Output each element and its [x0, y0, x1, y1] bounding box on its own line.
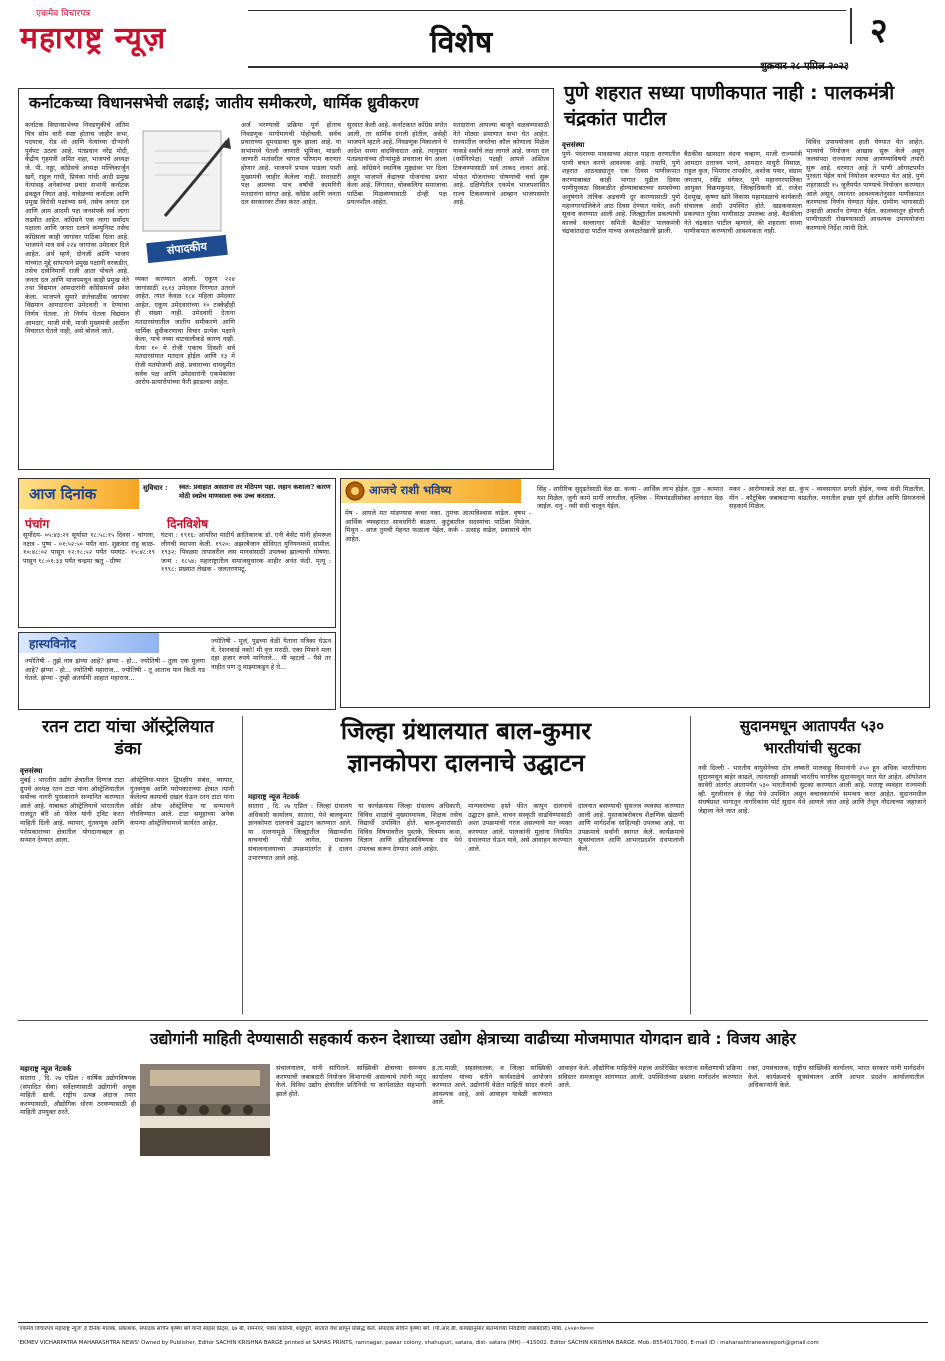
rashi-col-2: सिंह - शारीरिक सुदृढतेसाठी वेळ द्या. कन्या - आर्थिक लाभ होईल. तूळ - कामात यश मिळेल, जुनी कामे मार्गी लागतील. वृश्चिक - मित्रमंडळींसोबत आनंदात वेळ जाईल. धनु - नवी संधी चालून येईल. — [537, 485, 723, 511]
today-banner — [19, 479, 139, 509]
issue-date: शुक्रवार २८ एप्रिल २०२३ — [760, 61, 849, 72]
today-label: आज दिनांक — [29, 485, 97, 503]
water-headline: पुणे शहरात सध्या पाणीकपात नाही : पालकमंत्री चंद्रकांत पाटील — [564, 82, 895, 130]
editorial-badge: संपादकीय — [146, 235, 228, 263]
lead-col-2: व्यक्त करण्यात आली. एकूण २२४ जागांसाठी २६१३ उमेदवार रिंगणात उतरले आहेत. त्यात केवळ १८४ महिला उमेदवार आहेत. एकूण उमेदवारांच्या १० टक्केहीही ही संख्या नाही. उमेदवारी देताना मतदारसंघातील जातीय समीकरणे आणि धार्मिक ध्रुवीकरणाचा विचार प्रत्येक पक्षाने केला, याचे नव्या वाटचालीकडे कारण नाही. येत्या १० मे रोजी एकाच दिवशी सर्व मतदारसंघात मतदान होईल आणि १३ मे रोजी मतमोजणी आहे. प्रचाराच्या धामधुमीत सर्वच पक्ष आणि उमेदवारांनी एकमेकांवर आरोप-प्रत्यारोपांच्या फैरी झाडल्या आहेत. — [135, 275, 235, 387]
sudan-headline-2: भारतीयांची सुटका — [763, 739, 861, 757]
rashi-label: आजचे राशी भविष्य — [369, 483, 452, 497]
imprint-marathi: 'एकमेव विचारपत्र महाराष्ट्र न्यूज' हे दैनिक मालक, प्रकाशक, संपादक सचिन कृष्णा बर्गे यांनी साहस प्रिंट्स, ६७ बी, रामनगर, पवार कॉलनी, शाहुपुरी, सातारा येथे छापून प्रसिद्ध केले. संपादक सचिन कृष्णा बर्गे. (पी.आर.बी. कायद्यानुसार बातम्यांच्या निवडीची जबाबदारी) मोबा. ८५५४०१७००० — [18, 1326, 594, 1332]
library-col-3: मान्यवरांच्या हस्ते फीत कापून दालनाचे उद्घाटन झाले. वाचन संस्कृती वाढविण्यासाठी अशा उपक्रमांची गरज असल्याचे मत व्यक्त करण्यात आले. पालकांनी मुलांना नियमित ग्रंथालयात घेऊन यावे, असे आवाहन करण्यात आले. — [468, 802, 572, 853]
library-story — [246, 716, 686, 1014]
zodiac-wheel-icon — [345, 481, 365, 501]
humor-box — [18, 632, 336, 710]
library-col-2: या कार्यक्रमास जिल्हा ग्रंथालय अधिकारी, विविध शाळांचे मुख्याध्यापक, शिक्षक तसेच विद्यार्थी उपस्थित होते. बाल-कुमारांसाठी विविध विषयांवरील पुस्तके, चित्रमय कथा, विज्ञान आणि इतिहासविषयक ग्रंथ येथे उपलब्ध करून देण्यात आले आहेत. — [358, 802, 462, 853]
lead-col-1: कर्नाटक विधानसभेच्या निवडणुकीचे अंतिम चित्र सोम वारी स्पष्ट होताच जाहीर सभा, पदयात्रा, रोड शो आणि नेत्यांच्या दौऱ्यांनी पूर्वपट उठला आहे. पंतप्रधान नरेंद्र मोदी, केंद्रीय गृहमंत्री अमित शहा, भाजपचे अध्यक्ष जे. पी. नड्डा, काँग्रेसचे अध्यक्ष मल्लिकार्जुन खर्गे, राहुल गांधी, प्रियंका गांधी आदी प्रमुख नेत्यांसह अनेकांच्या प्रचार सभांनी कर्नाटक ढवळून निघत आहे. यावेळच्या कर्नाटक आणि प्रमुख विरोधी पक्षांच्या सर्व, तसेच जनता दल आणि आम आदमी पक्ष जनसंपर्क सर्व जागा लढवीत आहेत. काँग्रेसने एक जागा सर्वोदय पक्षाला आणि जनता दलाने कम्युनिस्ट तसेच काँग्रेसला काही जागांवर पाठिंबा दिला आहे. भाजपने मात्र सर्व २२४ जागांवर उमेदवार दिले आहेत. अर्थ म्हणे, दोनजी आणि भाजप यांच्यात मुद्दे सांपत्याने प्रमुख पक्षांनी वरकडीत, तसेच दावेनिमार्णे राजी आता पोचले आहे. जनता दल आणि भाजपमधून काही प्रमुख नेते तथा विद्यमान आमदारांनी काँग्रेसमध्ये प्रवेश केला. भाजपने सुमारे सत्तेचाळीस जागांवर विद्यमान आमदारांना उमेदवारी न देण्याचा निर्णय घेतला. तो निर्णय घेतला विद्यमान आमदार, माजी मंत्री, माजी मुख्यमंत्री आर्दीना विचारात घेतले नाही, असे बोलले जाते. — [25, 121, 129, 336]
bottom-story — [18, 1024, 928, 1318]
library-headline-1: जिल्हा ग्रंथालयात बाल-कुमार — [340, 717, 592, 745]
panchang-text: सूर्योदय- ०५:४३:२१ सूर्यास्त १८:५८:१५ दिवस - चांगला, नक्षत्र - पुष्य - ०१:५२:५० पर्यंत वार- शुक्रवार राहु काळ- १०:४८:०२ पासून १२:१८:५२ पर्यंत यमघंट- १५:४८:१९ पासून १८:०१:३३ पर्यंत चन्द्रमा ऋतु - ग्रीष्म — [23, 531, 155, 565]
humor-banner — [19, 633, 159, 653]
dinvishesh-label: दिनविशेष — [167, 517, 209, 531]
bottom-col-2: संचालनालय, यांनी सांगितले. सांख्यिकी क्षेत्राच्या समन्वय करण्याची जबाबदारी नियोजन विभागाची असल्याचे त्यांनी नमूद केले. विविध उद्योग क्षेत्रांतील प्रतिनिधी या कार्यशाळेत सहभागी झाले होते. — [276, 1064, 426, 1098]
rashi-box — [340, 478, 930, 708]
bottom-col-3: ह.ता.माळी, सहसंचालक, व जिल्हा सांख्यिकी कार्यालय यांच्या वतीने कार्यशाळेचे आयोजन करण्यात आले. उद्योगांनी वेळेत माहिती सादर करणे आवश्यक आहे, असे आवाहन यावेळी करण्यात आले. — [432, 1064, 552, 1107]
tagline: एकमेव विचारपत्र — [36, 9, 91, 19]
water-dateline: वृत्तसंस्था — [562, 140, 585, 149]
thought-label: सुविचार : — [143, 483, 168, 492]
humor-col-2: ज्योतिषी - मुलं, पुढच्या वेळी येताना पत्रिका घेऊन ये. रेशनकार्ड नको! मी वृत्त मराठी. एका मित्राने मला दहा हजार रुपये मागितले... मी म्हटलो - पैसे तर नाहीत पण तू माझ्याकडून हे घे... — [211, 637, 331, 671]
bottom-dateline: महाराष्ट्र न्यूज नेटवर्क — [20, 1064, 72, 1073]
sudan-col-1: नवी दिल्ली - भारतीय वायुसेनेच्या दोन लष्करी मालवाहू विमानांनी २५० हून अधिक भारतीयांना सुदानमधून बाहेर काढले, त्यानंतरही आणखी भारतीय नागरिक सुदानमधून परत येत आहेत. ऑपरेशन कावेरी अंतर्गत आतापर्यंत ५३० भारतीयांची सुटका करण्यात आली आहे. परराष्ट्र व्यवहार राज्यमंत्री व्ही. मुरलीधरन हे जेद्दा येथे उपस्थित असून बचावकार्याचे समन्वय करत आहेत. सुदानमधील संघर्षग्रस्त भागातून नागरिकांना पोर्ट सुदान येथे आणले जात आहे आणि तेथून नौदलाच्या जहाजाने जेद्दाला नेले जात आहे. — [698, 764, 926, 815]
masthead-logo: महाराष्ट्र न्यूज़ — [20, 21, 167, 56]
water-col-2: बैठकीस खासदार वंदना चव्हाण, माजी राज्यमंत्री आमदार दत्तात्रय भरणे, आमदार माधुरी मिसाळ, राहुल कुल, भिमराव तापकीर, अशोक पवार, संग्राम जगताप, रवींद्र धंगेकर, पुणे महानगरपालिका आयुक्त विक्रमकुमार, जिल्हाधिकारी डॉ. राजेश देशमुख, कृष्णा खोरे विकास महामंडळाचे कार्यकारी संचालक आदी उपस्थित होते. खडकवासला प्रकल्पात पुरेसा पाणीसाठा उपलब्ध आहे. बैठकीला नेते चंद्रकांत पाटील म्हणाले, की शहराला सध्या पाणीकपात करण्याची आवश्यकता नाही. — [684, 150, 802, 236]
section-title: विशेष — [430, 25, 493, 60]
page-number: २ — [870, 11, 888, 51]
library-headline-2: ज्ञानकोपरा दालनाचे उद्घाटन — [347, 749, 585, 777]
sudan-headline-1: सुदानमधून आतापर्यंत ५३० — [739, 717, 885, 735]
tata-dateline: वृत्तसंस्था — [20, 766, 43, 775]
bottom-col-4: आवाहन केले. औद्योगिक माहितीचे महत्त्व अधोरेखित करताना सर्वेक्षणाची प्रक्रिया सविस्तर समजावून सांगण्यात आली. उपस्थितांच्या प्रश्नांना मार्गदर्शन करण्यात आले. — [558, 1064, 742, 1090]
bottom-col-1: सातारा , दि. २७ एप्रिल : वार्षिक उद्योगविषयक (संपादित सेवा) सर्वेक्षणासाठी उद्योगांनी अचूक माहिती द्यावी. राष्ट्रीय उत्पन्न अंदाज तयार करण्यासाठी, औद्योगिक धोरण ठरवण्यासाठी ही माहिती उपयुक्त ठरते. — [20, 1074, 136, 1117]
tata-col-2: ऑस्ट्रेलिया-भारत द्विपक्षीय संबंध, व्यापार, गुंतवणूक आणि परोपकाराच्या क्षेत्रात त्यांनी केलेल्या कामाची दखल घेऊन रतन टाटा यांना ऑर्डर ऑफ ऑस्ट्रेलिया या सन्मानाने गौरविण्यात आले. टाटा समूहाच्या अनेक कंपन्या ऑस्ट्रेलियामध्ये कार्यरत आहेत. — [130, 776, 234, 827]
humor-col-1: ज्योतिषी - तुझे नाव झंप्या आहे? झंप्या - हो... ज्योतिषी - तुला एक मुलगा आहे? झंप्या - हो... ज्योतिषी महाराज... ज्योतिषी - तू आताच पान किती गड घेतले. झंप्या - तुम्ही अंतर्यामी आहात महाराज... — [25, 657, 205, 683]
tata-col-1: मुंबई : भारतीय उद्योग क्षेत्रातील दिग्गज टाटा ग्रुपचे अध्यक्ष रतन टाटा यांना ऑस्ट्रेलियातील सर्वोच्च नागरी पुरस्काराने सन्मानित करण्यात आले आहे. याबाबत ऑस्ट्रेलियाचे भारतातील राजदूत बॅरी ओ फॅरेल यांनी ट्विट करत माहिती दिली आहे. व्यापार, गुंतवणूक आणि परोपकाराच्या क्षेत्रातील योगदानाबद्दल हा सन्मान देण्यात आला. — [20, 776, 124, 845]
tata-story — [18, 716, 238, 1014]
library-col-1: सातारा , दि. २७ एप्रिल : जिल्हा ग्रंथालय अधिकारी कार्यालय, सातारा, येथे बालकुमार ज्ञानकोपरा दालनाचे उद्घाटन करण्यात आले. या दालनामुळे जिल्ह्यातील विद्यार्थ्यांना वाचनाची गोडी लागेल. ग्रंथालय संचालनालयाच्या उपक्रमांतर्गत हे दालन उभारण्यात आले आहे. — [248, 802, 352, 862]
bottom-headline: उद्योगांनी माहिती देण्यासाठी सहकार्य करुन देशाच्या उद्योग क्षेत्राच्या वाढीच्या मोजमापात योगदान द्यावे : विजय आहेर — [150, 1030, 796, 1048]
lead-col-3: अर्ज भरण्याची प्रक्रिया पूर्ण होताच निवडणूक मागोमागची पोहोचली. सर्वच प्रचाराच्या धूमधडाका सुरू झाला आहे. या सभांमध्ये घेतली जाणारी भूमिका, मांडली जाणारी मतांवरील चांगल परिणाम करणार होणार आहे. भाजपने प्रभाव पाडला पाशी मुख्यमंत्री जाहीर केलेला नाही. सत्ताधारी पक्ष आमच्या पाच वर्षांची कामगिरी मतदारांना सांगत आहे. काँग्रेस आणि जनता दल सरकारवर टीका करत आहेत. — [241, 121, 341, 207]
sudan-story — [696, 716, 928, 1014]
lead-headline: कर्नाटकच्या विधानसभेची लढाई; जातीय समीकरणे, धार्मिक ध्रुवीकरण — [29, 94, 419, 112]
lead-col-5: मतदारांना आपल्या बाजूने वळवण्यासाठी नेते मोठ्या प्रमाणात सभा घेत आहेत. राज्यातील जनतेचा कौल कोणाला मिळेल याकडे सर्वांचे लक्ष लागले आहे. जनता दल (धर्मनिरपेक्ष) पक्षही आपले अस्तित्व टिकवण्यासाठी सर्व ताकद लावत आहे. मोफत योजनांच्या घोषणांची चर्चा सुरू आहे. दक्षिणेतील एकमेव भाजपशासित राज्य टिकवण्याचे आव्हान भाजपसमोर आहे. — [453, 121, 549, 207]
dinvishesh-text: घटना : १९१६: आयरिश मादीर्य क्रांतिकारक डॉ. एनी बेसेंट यांनी होमरूल लीगची स्थापना केली. १९२०: अझरबैजान सोविएत युनियनमध्ये सामील. १९३२: पिवळ्या तापावरील लस मानवांसाठी उपलब्ध झाल्याची घोषणा. जन्म : १८५४: महाराष्ट्रातील समाजसुधारक शाहीर अनंत फंदी. मृत्यू : १९९८: प्रख्यात लेखक - जलतरणपटू. — [161, 531, 331, 574]
library-dateline: महाराष्ट्र न्यूज नेटवर्क — [248, 792, 300, 801]
imprint-english: 'EKMEV VICHARPATRA MAHARASHTRA NEWS' Owned by Publisher, Editor SACHIN KRISHNA BARGE printed at SAHAS PRINTS, ramnagar, pawar colony, shahupuri, satara, dist- satara (MH) - 415002. Editor SACHIN KRISHNA BARGE. Mob. 8554017000, E-mail ID : maharashtranewsreport@gmail.com — [18, 1340, 819, 1346]
humor-label: हास्यविनोद — [29, 637, 77, 651]
thought-text: स्वत: प्रवाहात असताना तर मोठेपण पहा. लहान कशाला? कारण मोठी स्वप्नेच माणसाला रुक उच्च करतात. — [179, 483, 331, 500]
tata-headline: रतन टाटा यांचा ऑस्ट्रेलियात डंका — [42, 717, 214, 759]
imprint-footer — [18, 1326, 928, 1356]
editorial-art — [135, 121, 235, 271]
library-col-4: दालनात बसण्याची सुसज्ज व्यवस्था करण्यात आली आहे. पुस्तकांबरोबरच शैक्षणिक खेळणी आणि मार्गदर्शक साहित्यही उपलब्ध आहे. या उपक्रमाचे सर्वांनी स्वागत केले. कार्यक्रमाचे सूत्रसंचालन आणि आभारप्रदर्शन ग्रंथपालांनी केले. — [578, 802, 684, 853]
water-col-3: विविध उपाययोजना हाती घेण्यात येत आहेत. भान्यांचे नियोजन आखाव सुरू केले असून जलसंपदा राज्याला त्याचा आणण्याविषयी तयारी सुरू आहे. धरणात आहे ते पाणी ऑगस्टपर्यंत पुरवता येईल याचे नियोजन करण्यात येत आहे. पुणे शहरासाठी १५ जुलैपर्यंत पाण्याचे नियोजन करण्यात आले असून, त्यानंतर आवश्यकतेनुसार पाणीकपात करण्याचा निर्णय घेण्यात येईल. ग्रामीण भागासाठी उन्हाळी आवर्तन देण्यात येईल. कालव्यातून होणारी पाणीगळती रोखण्यासाठी आवश्यक उपाययोजना करण्याचे निर्देश त्यांनी दिले. — [806, 138, 924, 232]
masthead — [0, 0, 945, 82]
event-photo — [140, 1064, 270, 1156]
bottom-col-5: रक्त, उपसंचालक, राष्ट्रीय सांख्यिकी कार्यालय, भारत सरकार यांनी मार्गदर्शन केले. कार्यक्रमाचे सूत्रसंचालन आणि आभार प्रदर्शन कार्यालयातील अधिकाऱ्यांनी केले. — [748, 1064, 924, 1090]
panchang-label: पंचांग — [25, 517, 50, 531]
rashi-col-3: मकर - आरोग्याकडे लक्ष द्या. कुंभ - व्यवसायात प्रगती होईल, नव्या संधी मिळतील. मीन - कौटुंबिक जबाबदाऱ्या वाढतील. मनातील इच्छा पूर्ण होतील आणि प्रियजनांचे सहकार्य मिळेल. — [729, 485, 925, 511]
lead-col-4: सुरवात केली आहे. कर्नाटकात काँग्रेस सत्तेत आली, तर धार्मिक दंगली होतील, असेही भाजपने म्हटले आहे. निवडणूक निकालाने ये आदेश सध्या वादविवादात आहे. त्यानुसार पंतप्रधानांच्या दौऱ्यांमुळे प्रचाराला वेग आला आहे. काँग्रेसने स्थानिक मुद्द्यांवर भर दिला असून भाजपने केंद्राच्या योजनांचा प्रचार केला आहे. लिंगायत, वोक्कलिगा समाजाचा पाठिंबा मिळवण्यासाठी दोन्ही पक्ष प्रयत्नशील आहेत. — [347, 121, 447, 207]
lead-story — [18, 88, 554, 470]
water-story — [560, 80, 928, 470]
water-col-1: पुणे- पंधराच्या पावसाच्या अंदाज पाहता धरणातील पाणी बचत करणे आवश्यक आहे. तथापि, पुणे शहरात आठवड्यातून एक दिवस पाणीकपात करण्याबाबत काही भागात पुढील दिवस पाणीपुरवठा विस्कळीत होण्याबाबतच्या समस्येच्या अनुषंगाने तांत्रिक अडचणी दूर करण्यासाठी पुणे महानगरपालिकेने आठ दिवस देण्यात यावेत, अशी सूचना करण्यात आली आहे. जिल्ह्यातील प्रकल्पांची कालवे सल्लागार समिती बैठकीत पालकमंत्री चंद्रकांतदादा पाटील यांच्या अध्यक्षतेखाली झाली. — [562, 150, 680, 236]
rashi-col-1: मेष - आपले मत मांडण्यास कचर नका. तुमचा आत्मविश्वास वाढेल. वृषभ - आर्थिक व्यवहारात सावधगिरी बाळगा. कुटुंबातील सदस्यांचा पाठिंबा मिळेल. मिथुन - आज तुमची मेहनत फळाला येईल. कर्क - उत्साह वाढेल, प्रवासाचे योग आहेत. — [345, 509, 531, 543]
today-box — [18, 478, 336, 628]
rashi-banner — [341, 479, 521, 503]
